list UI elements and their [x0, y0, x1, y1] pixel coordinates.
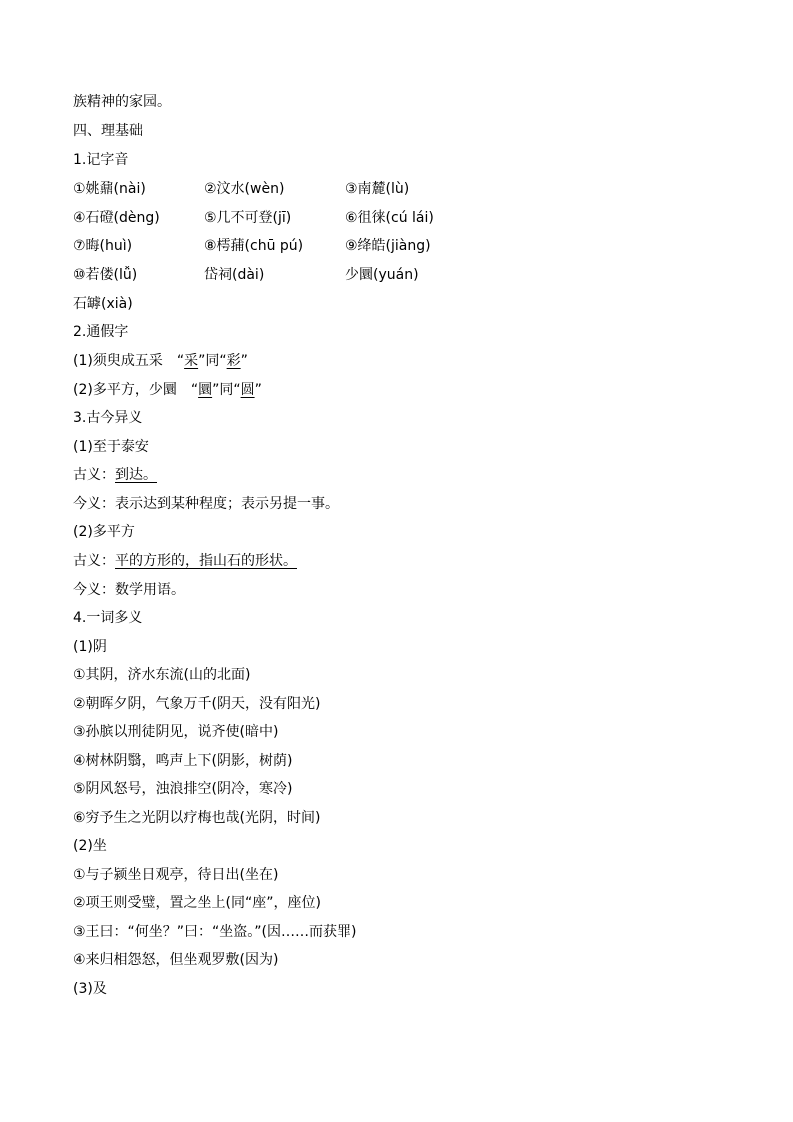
text-line: 今义：数学用语。: [73, 582, 185, 598]
text-line: (2)坐: [73, 838, 107, 854]
subsection-heading: 3.古今异义: [73, 410, 143, 426]
subsection-heading: 2.通假字: [73, 324, 129, 340]
text-line: ①与子颍坐日观亭，待日出(坐在): [73, 867, 279, 883]
text-line: ①其阴，济水东流(山的北面): [73, 667, 251, 683]
jiajie-underlined: 圆: [240, 382, 255, 398]
text-line: (2)多平方: [73, 524, 135, 540]
jiajie-underlined: 圜: [198, 382, 213, 398]
gu-yi-line: [73, 551, 297, 571]
text-line: (1)至于泰安: [73, 439, 149, 455]
jiajie-text: (2)多平方，少圜 “: [73, 382, 199, 398]
text-line: ⑤阴风怒号，浊浪排空(阴冷，寒冷): [73, 781, 293, 797]
text-line: (1)阴: [73, 639, 107, 655]
pron-item: ②汶水(wèn): [204, 181, 285, 197]
section-heading: 四、理基础: [73, 123, 143, 139]
jiajie-text: ”: [254, 382, 262, 398]
jiajie-text: ”同“: [212, 382, 241, 398]
jiajie-text: (1)须臾成五采 “: [73, 353, 185, 369]
subsection-heading: 1.记字音: [73, 152, 129, 168]
pron-item: 岱祠(dài): [204, 267, 265, 283]
gu-yi-meaning: 平的方形的，指山石的形状。: [115, 553, 297, 569]
text-line: 今义：表示达到某种程度；表示另提一事。: [73, 496, 339, 512]
text-line: ③王曰：“何坐？”曰：“坐盗。”(因……而获罪): [73, 924, 357, 940]
subsection-heading: 4.一词多义: [73, 610, 143, 626]
text-line: (3)及: [73, 981, 107, 997]
pron-item: ④石磴(dèng): [73, 210, 160, 226]
pron-item: 少圜(yuán): [345, 267, 419, 283]
text-line: ⑥穷予生之光阴以疗梅也哉(光阴，时间): [73, 810, 321, 826]
pron-item: ③南麓(lù): [345, 181, 410, 197]
gu-yi-label: 古义：: [73, 467, 115, 483]
pron-item: ⑥徂徕(cú lái): [345, 210, 434, 226]
pron-item: 石罅(xià): [73, 296, 133, 312]
jiajie-line: [73, 380, 262, 400]
gu-yi-meaning: 到达。: [115, 467, 157, 483]
jiajie-text: ”同“: [198, 353, 227, 369]
text-line: ②项王则受璧，置之坐上(同“座”，座位): [73, 895, 321, 911]
text-line: ④树林阴翳，鸣声上下(阴影，树荫): [73, 753, 293, 769]
pron-item: ⑨绛皓(jiàng): [345, 238, 431, 254]
jiajie-underlined: 采: [184, 353, 199, 369]
pron-item: ⑩若偻(lǚ): [73, 267, 138, 283]
text-line: ④来归相怨怒，但坐观罗敷(因为): [73, 952, 279, 968]
jiajie-underlined: 彩: [226, 353, 241, 369]
pron-item: ⑧樗蒱(chū pú): [204, 238, 304, 254]
pron-item: ①姚鼐(nài): [73, 181, 146, 197]
pron-item: ⑦晦(huì): [73, 238, 133, 254]
text-line: 族精神的家园。: [73, 94, 171, 110]
text-line: ②朝晖夕阴，气象万千(阴天，没有阳光): [73, 696, 321, 712]
gu-yi-line: [73, 465, 157, 485]
gu-yi-label: 古义：: [73, 553, 115, 569]
text-line: ③孙膑以刑徒阴见，说齐使(暗中): [73, 724, 279, 740]
pron-item: ⑤几不可登(jī): [204, 210, 292, 226]
jiajie-text: ”: [240, 353, 248, 369]
jiajie-line: [73, 351, 248, 371]
